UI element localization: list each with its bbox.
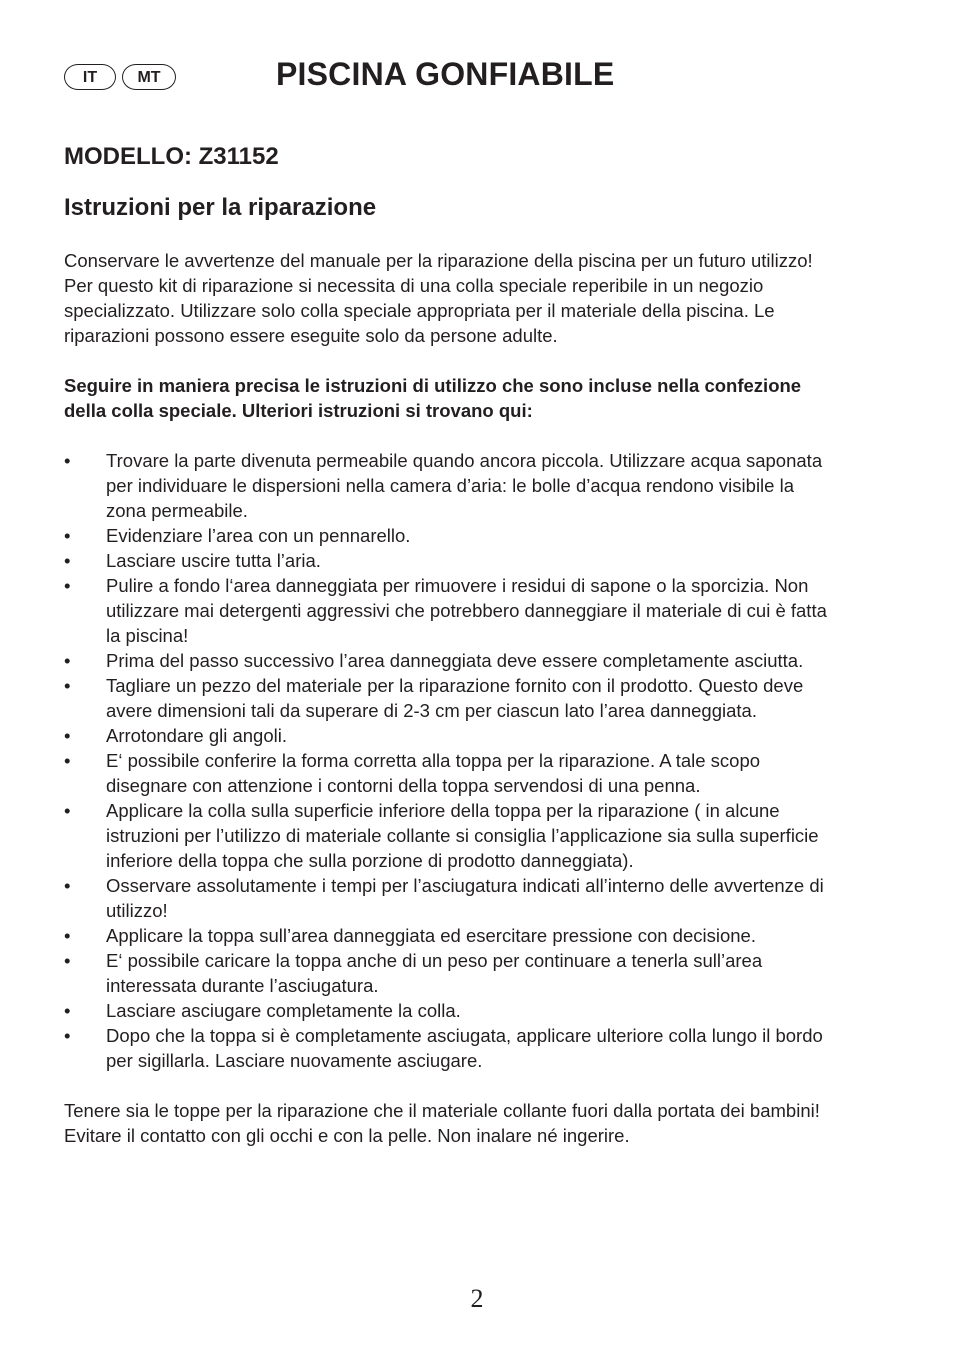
bullet-icon: • [64, 925, 71, 946]
bullet-icon: • [64, 1025, 71, 1046]
list-item [64, 723, 839, 748]
bullet-icon: • [64, 650, 71, 671]
list-item-text: Applicare la colla sulla superficie inferiore della toppa per la riparazione ( in alcune istruzioni per l’utilizzo di materiale collante si consiglia l’applicazione sia sulla superficie inferiore della toppa che sulla porzione di prodotto danneggiata). [106, 800, 819, 871]
language-badge-mt: MT [122, 64, 176, 90]
list-item [64, 648, 839, 673]
list-item [64, 798, 839, 873]
intro-paragraph: Conservare le avvertenze del manuale per la riparazione della piscina per un futuro utilizzo! Per questo kit di riparazione si necessita di una colla speciale reperibile in un negozio specializzato. Utilizzare solo colla speciale appropriata per il materiale della piscina. Le riparazioni possono essere eseguite solo da persone adulte. [64, 250, 813, 346]
list-item-text: Lasciare uscire tutta l’aria. [106, 550, 321, 571]
list-item [64, 573, 839, 648]
list-item [64, 873, 839, 923]
bullet-icon: • [64, 675, 71, 696]
list-item-text: Applicare la toppa sull’area danneggiata ed esercitare pressione con decisione. [106, 925, 756, 946]
bullet-icon: • [64, 525, 71, 546]
list-item [64, 948, 839, 998]
section-heading: Istruzioni per la riparazione [64, 194, 377, 221]
bullet-icon: • [64, 1000, 71, 1021]
list-item-text: E‘ possibile caricare la toppa anche di un peso per continuare a tenerla sull’area interessata durante l’asciugatura. [106, 950, 763, 996]
list-item [64, 673, 839, 723]
list-item-text: Arrotondare gli angoli. [106, 725, 287, 746]
list-item-text: Dopo che la toppa si è completamente asciugata, applicare ulteriore colla lungo il bordo per sigillarla. Lasciare nuovamente asciugare. [106, 1025, 823, 1071]
list-item-text: Lasciare asciugare completamente la colla. [106, 1000, 461, 1021]
list-item [64, 923, 839, 948]
instructions-note: Seguire in maniera precisa le istruzioni di utilizzo che sono incluse nella confezione della colla speciale. Ulteriori istruzioni si trovano qui: [64, 375, 802, 421]
list-item-text: Prima del passo successivo l’area danneggiata deve essere completamente asciutta. [106, 650, 804, 671]
page-title: PISCINA GONFIABILE [276, 56, 615, 92]
list-item-text: E‘ possibile conferire la forma corretta alla toppa per la riparazione. A tale scopo disegnare con attenzione i contorni della toppa servendosi di una penna. [106, 750, 761, 796]
list-item-text: Tagliare un pezzo del materiale per la riparazione fornito con il prodotto. Questo deve avere dimensioni tali da superare di 2-3 cm per ciascun lato l’area danneggiata. [106, 675, 804, 721]
page-number: 2 [470, 1284, 484, 1313]
language-badge-it: IT [64, 64, 116, 90]
list-item-text: Osservare assolutamente i tempi per l’asciugatura indicati all’interno delle avvertenze di utilizzo! [106, 875, 824, 921]
bullet-icon: • [64, 725, 71, 746]
document-body [64, 248, 839, 1148]
list-item-text: Evidenziare l’area con un pennarello. [106, 525, 411, 546]
closing-paragraph: Tenere sia le toppe per la riparazione che il materiale collante fuori dalla portata dei bambini! Evitare il contatto con gli occhi e con la pelle. Non inalare né ingerire. [64, 1100, 820, 1146]
bullet-icon: • [64, 950, 71, 971]
list-item [64, 448, 839, 523]
list-item [64, 523, 839, 548]
list-item [64, 1023, 839, 1073]
bullet-icon: • [64, 875, 71, 896]
list-item-text: Pulire a fondo l‘area danneggiata per rimuovere i residui di sapone o la sporcizia. Non utilizzare mai detergenti aggressivi che potrebbero danneggiare il materiale di cui è fatta la piscina! [106, 575, 827, 646]
bullet-icon: • [64, 750, 71, 771]
bullet-icon: • [64, 450, 71, 471]
list-item-text: Trovare la parte divenuta permeabile quando ancora piccola. Utilizzare acqua saponata per individuare le dispersioni nella camera d’aria: le bolle d’acqua rendono visibile la zona permeabile. [106, 450, 823, 521]
list-item [64, 548, 839, 573]
bullet-icon: • [64, 800, 71, 821]
repair-steps-list [64, 448, 839, 1073]
model-heading: MODELLO: Z31152 [64, 143, 279, 170]
bullet-icon: • [64, 575, 71, 596]
bullet-icon: • [64, 550, 71, 571]
language-badges [64, 64, 176, 90]
list-item [64, 998, 839, 1023]
list-item [64, 748, 839, 798]
